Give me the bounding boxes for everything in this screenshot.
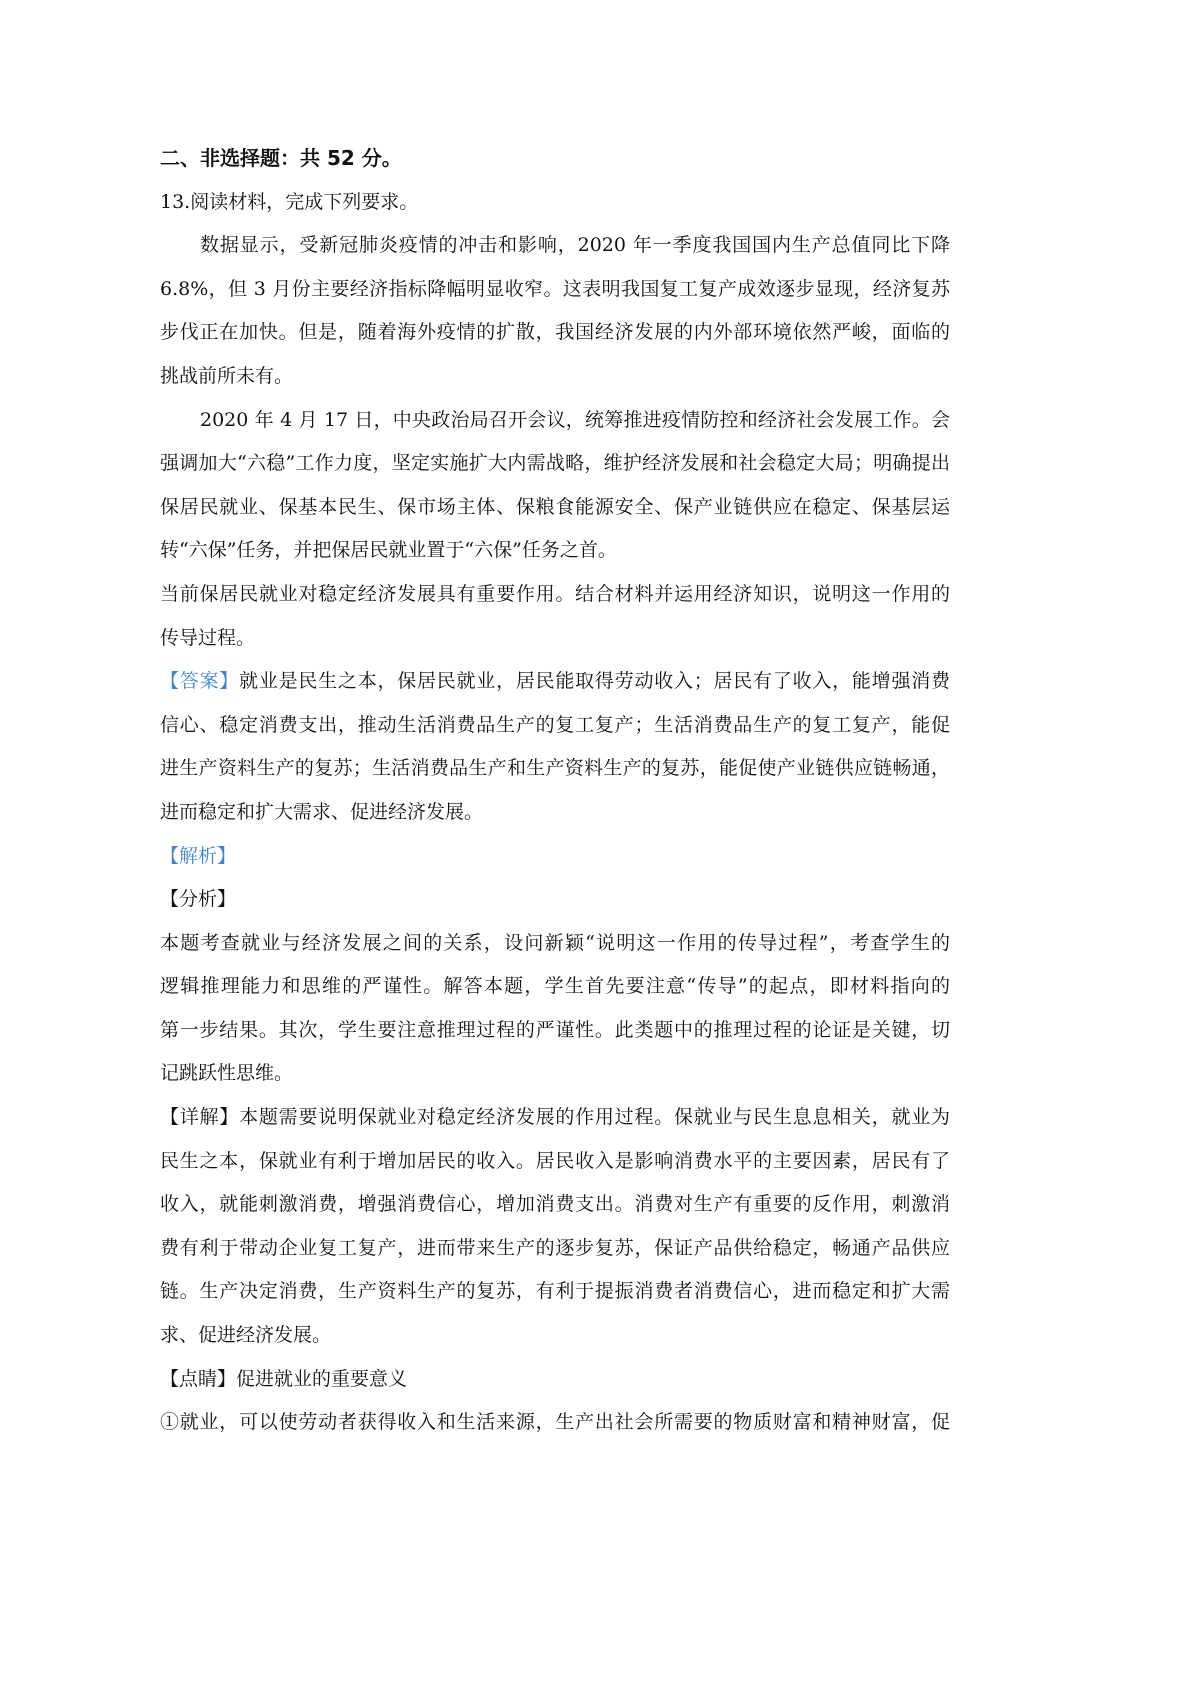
text-line bbox=[160, 1096, 950, 1140]
answer-text: 就业是民生之本，保居民就业，居民能取得劳动收入；居民有了收入，能增强消费 bbox=[239, 670, 950, 693]
question-number-line: 13.阅读材料，完成下列要求。 bbox=[160, 190, 419, 213]
text-line: 步伐正在加快。但是，随着海外疫情的扩散，我国经济发展的内外部环境依然严峻，面临的 bbox=[160, 321, 950, 344]
highlight-label: 【点睛】 bbox=[160, 1367, 237, 1390]
text-line: 链。生产决定消费，生产资料生产的复苏，有利于提振消费者消费信心，进而稳定和扩大需 bbox=[160, 1280, 950, 1303]
section-heading: 二、非选择题：共 52 分。 bbox=[160, 146, 402, 170]
text-line: 当前保居民就业对稳定经济发展具有重要作用。结合材料并运用经济知识，说明这一作用的 bbox=[160, 582, 950, 605]
fenxi-label: 【分析】 bbox=[160, 888, 237, 911]
text-line: 进生产资料生产的复苏；生活消费品生产和生产资料生产的复苏，能促使产业链供应链畅通， bbox=[160, 757, 950, 780]
text-line: ①就业，可以使劳动者获得收入和生活来源，生产出社会所需要的物质财富和精神财富，促 bbox=[160, 1411, 950, 1434]
text-line: 挑战前所未有。 bbox=[160, 364, 294, 387]
text-line: 求、促进经济发展。 bbox=[160, 1324, 332, 1347]
text-line: 逻辑推理能力和思维的严谨性。解答本题，学生首先要注意“传导”的起点，即材料指向的 bbox=[160, 975, 950, 998]
analysis-label: 【解析】 bbox=[160, 844, 237, 867]
detail-label: 【详解】 bbox=[160, 1106, 240, 1129]
text-line: 传导过程。 bbox=[160, 626, 256, 649]
material-paragraph-1 bbox=[160, 224, 950, 398]
detail-section bbox=[160, 1096, 950, 1358]
text-line: 转“六保”任务，并把保居民就业置于“六保”任务之首。 bbox=[160, 539, 617, 562]
material-paragraph-2 bbox=[160, 399, 950, 573]
text-line: 民生之本，保就业有利于增加居民的收入。居民收入是影响消费水平的主要因素，居民有了 bbox=[160, 1149, 950, 1172]
question-prompt bbox=[160, 573, 950, 660]
answer-label: 【答案】 bbox=[160, 670, 240, 693]
highlight-title: 促进就业的重要意义 bbox=[236, 1367, 408, 1390]
text-line bbox=[160, 1358, 950, 1402]
text-line: 进而稳定和扩大需求、促进经济发展。 bbox=[160, 800, 484, 823]
text-line: 数据显示，受新冠肺炎疫情的冲击和影响，2020 年一季度我国国内生产总值同比下降 bbox=[200, 234, 950, 257]
text-line: 2020 年 4 月 17 日，中央政治局召开会议，统筹推进疫情防控和经济社会发展工作。会 bbox=[200, 408, 950, 431]
text-line: 信心、稳定消费支出，推动生活消费品生产的复工复产；生活消费品生产的复工复产，能促 bbox=[160, 713, 950, 736]
text-line: 费有利于带动企业复工复产，进而带来生产的逐步复苏，保证产品供给稳定，畅通产品供应 bbox=[160, 1236, 950, 1259]
text-line: 6.8%，但 3 月份主要经济指标降幅明显收窄。这表明我国复工复产成效逐步显现，经济复苏 bbox=[160, 277, 950, 300]
fenxi-section bbox=[160, 878, 950, 1096]
text-line: 第一步结果。其次，学生要注意推理过程的严谨性。此类题中的推理过程的论证是关键，切 bbox=[160, 1018, 950, 1041]
text-line: 收入，就能刺激消费，增强消费信心，增加消费支出。消费对生产有重要的反作用，刺激消 bbox=[160, 1193, 950, 1216]
document-page bbox=[160, 137, 950, 1445]
highlight-section bbox=[160, 1358, 950, 1445]
text-line: 记跳跃性思维。 bbox=[160, 1062, 294, 1085]
detail-text: 本题需要说明保就业对稳定经济发展的作用过程。保就业与民生息息相关，就业为 bbox=[239, 1106, 950, 1129]
text-line: 本题考查就业与经济发展之间的关系，设问新颖“说明这一作用的传导过程”，考查学生的 bbox=[160, 931, 950, 954]
answer-section bbox=[160, 660, 950, 834]
text-line: 强调加大“六稳”工作力度，坚定实施扩大内需战略，维护经济发展和社会稳定大局；明确提出 bbox=[160, 452, 950, 475]
text-line: 保居民就业、保基本民生、保市场主体、保粮食能源安全、保产业链供应在稳定、保基层运 bbox=[160, 495, 950, 518]
text-line bbox=[160, 660, 950, 704]
